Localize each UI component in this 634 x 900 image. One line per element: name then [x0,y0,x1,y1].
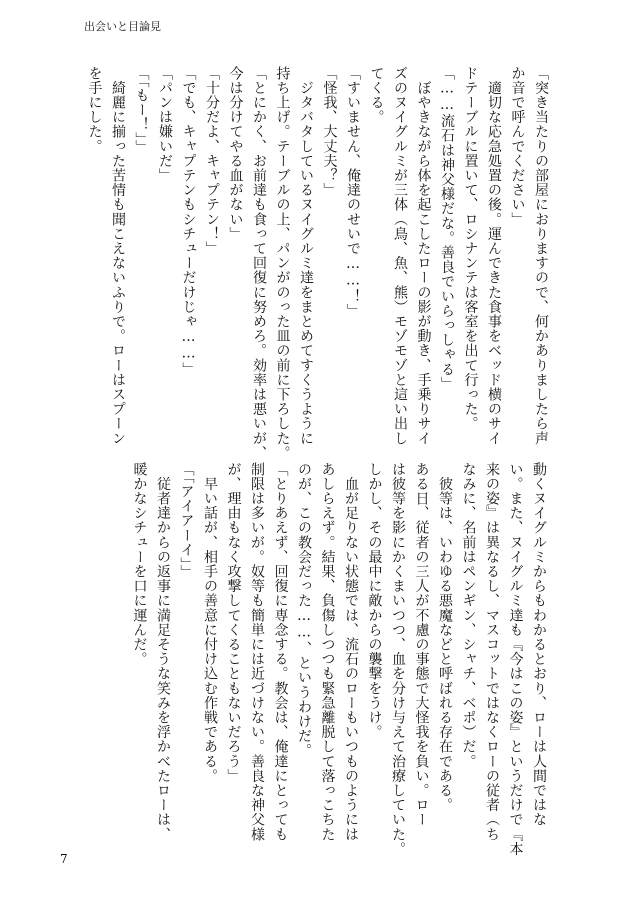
text-block-top [82,66,552,461]
text-line: 「でも、キャプテンもシチューだけじゃ……」 [180,66,197,377]
text-line: 「十分だよ、キャプテン！」 [204,66,220,256]
text-line: あしらえず。結果、負傷しつつも緊急離脱して落っこちた [319,462,336,842]
text-line: 「「もー！」」 [133,66,150,155]
text-line: 持ち上げ。テーブルの上、パンがのった皿の前に下ろした。 [274,66,291,461]
text-line: 「すいません、俺達のせいで……！」 [345,66,361,319]
text-line: 彼等は、いわゆる悪魔などと呼ばれる存在である。 [437,462,453,813]
text-line: 「突き当たりの部屋におりますので、何かありましたら声 [533,66,549,446]
text-line: ある日、従者の三人が不慮の事態で大怪我を負い。ロー [413,462,430,827]
text-line: 従者達からの返事に満足そうな笑みを浮かべたローは、 [155,462,171,842]
text-line: ドテーブルに置いて、ロシナンテは客室を出て行った。 [462,66,479,431]
chapter-title: 出会いと目論見 [84,20,161,33]
text-line: 適切な応急処置の後。運んできた食事をベッド横のサイ [486,66,502,446]
text-line: 「怪我、大丈夫？」 [321,66,338,198]
text-line: 早い話が、相手の善意に付け込む作戦である。 [202,462,218,784]
text-block-bottom [127,462,550,857]
text-line: ズのヌイグルミが三体（鳥、魚、熊）モゾモゾと這い出し [392,66,408,446]
text-line: 「とりあえず、回復に専念する。教会は、俺達にとっても [272,462,289,842]
text-line: 血が足りない状態では、流石のローもいつものようには [343,462,359,842]
text-line: ぼやきながら体を起こしたローの影が動き、手乗りサイ [415,66,432,446]
text-line: い。また、ヌイグルミ達も『今はこの姿』というだけで『本 [507,462,524,857]
text-line: 今は分けてやる血がない」 [227,66,244,242]
text-line: 「パンは嫌いだ」 [157,66,173,183]
text-line: 制限は多いが。奴等も簡単には近づけない。善良な神父様 [249,462,265,842]
text-line: 「……流石は神父様だな。善良でいらっしゃる」 [439,66,455,392]
text-line: 「とにかく、お前達も食って回復に努めろ。効率は悪いが、 [251,66,267,461]
text-line: 暖かなシチューを口に運んだ。 [131,462,148,667]
text-line: なみに、名前はペンギン、シャチ、ベポ）だ。 [460,462,477,769]
text-line: ジタバタしているヌイグルミ達をまとめてすくうように [298,66,314,446]
text-line: か音で呼んでください」 [509,66,526,227]
text-line: が、理由もなく攻撃してくることもないだろう」 [225,462,242,784]
page-number: 7 [60,852,68,866]
text-line: のが、この教会だった……、というわけだ。 [296,462,312,758]
text-line: 動くヌイグルミからもわかるとおり、ローは人間ではな [531,462,547,827]
text-line: 綺麗に揃った苦情も聞こえないふりで。ローはスプーン [110,66,126,446]
text-line: 「「アイアーイ」」 [178,462,195,580]
text-line: を手にした。 [86,66,103,154]
text-line: しかし、その最中に敵からの襲撃をうけ。 [366,462,383,740]
text-line: は彼等を影にかくまいつつ、血を分け与えて治療していた。 [390,462,406,857]
text-line: てくる。 [368,66,385,125]
text-line: 来の姿』は異なるし、マスコットではなくローの従者（ち [484,462,500,842]
